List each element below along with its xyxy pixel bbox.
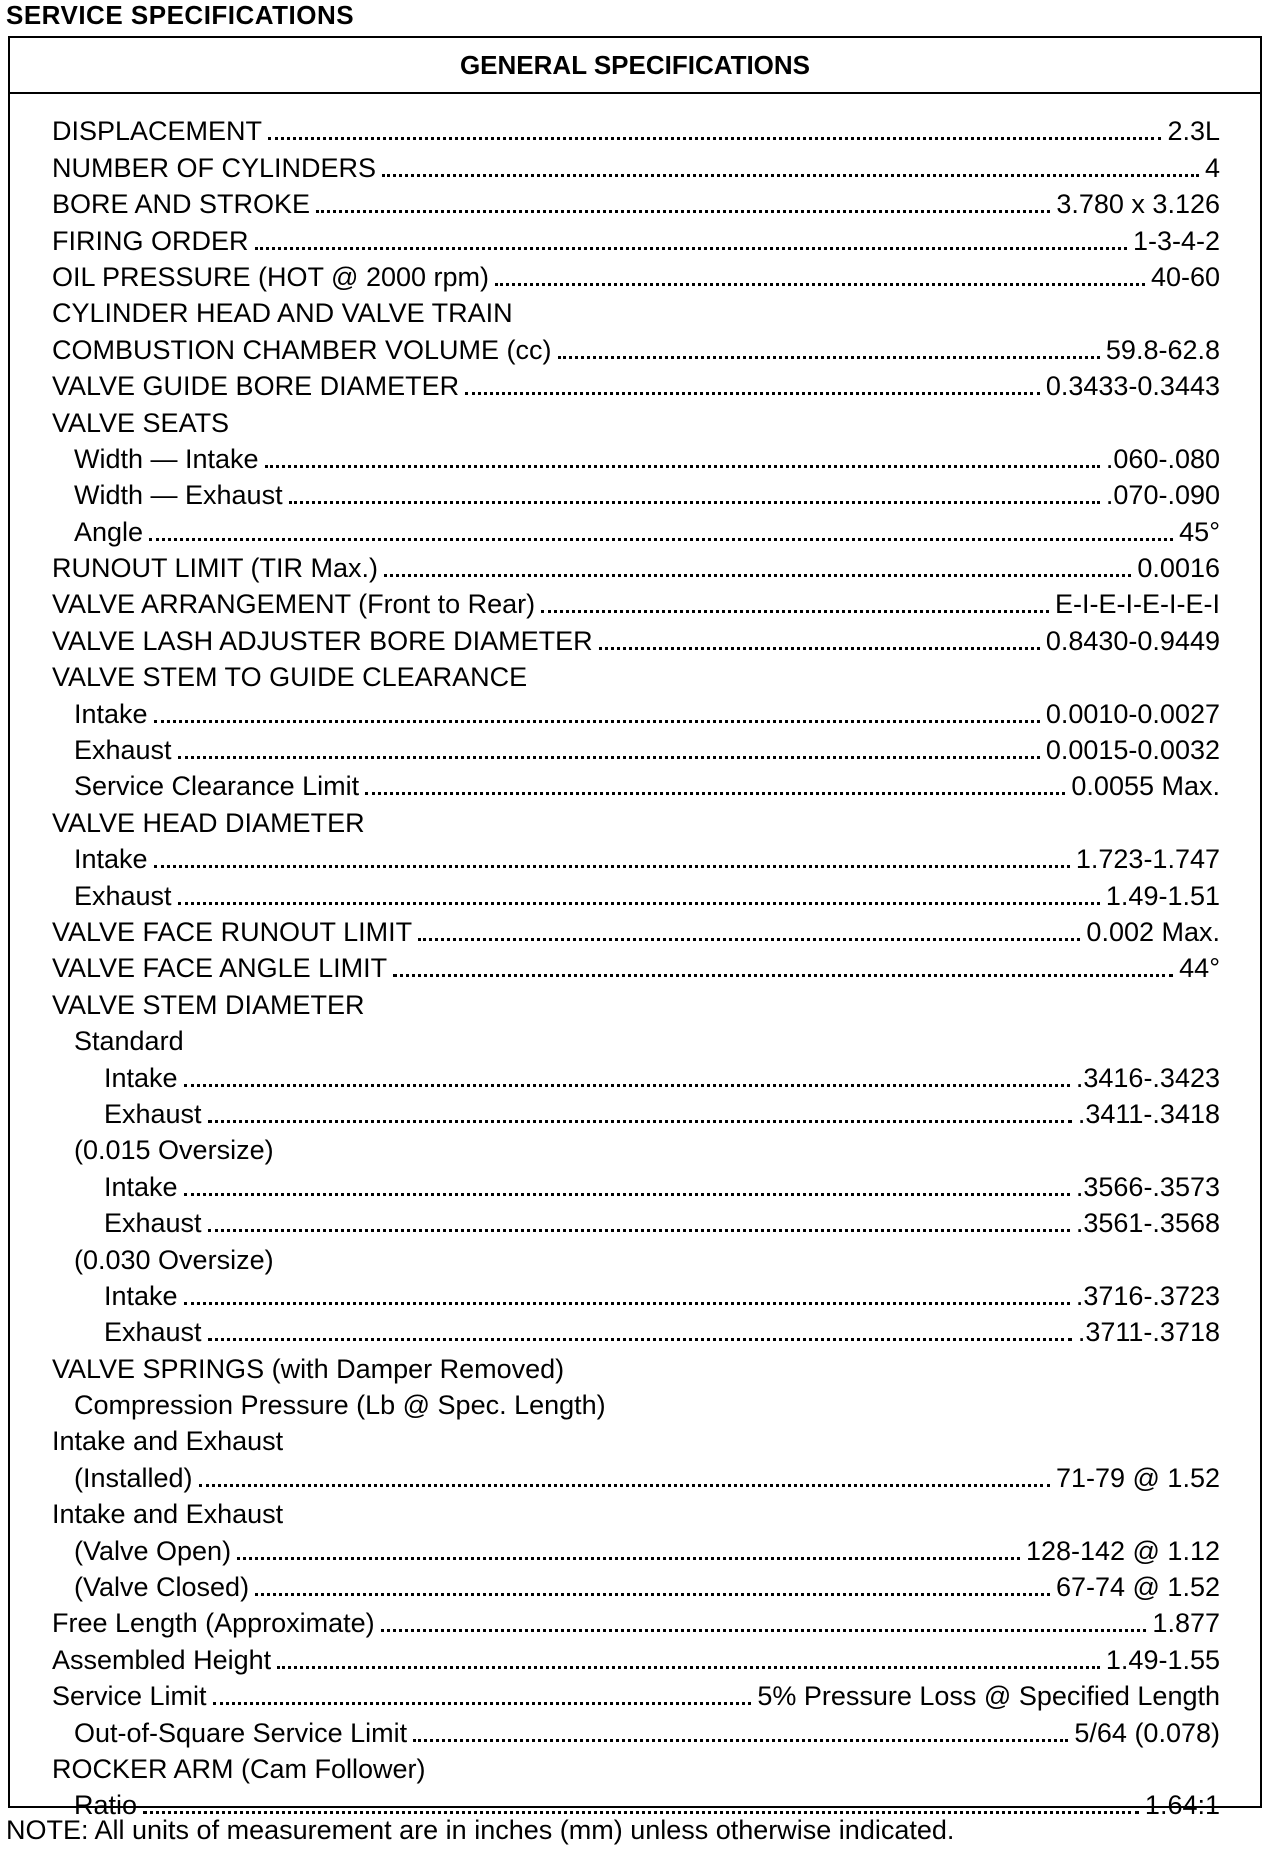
spec-label: VALVE FACE ANGLE LIMIT [52, 953, 388, 984]
spec-value: 0.0016 [1137, 553, 1220, 584]
spec-row [10, 947, 1260, 983]
spec-row [10, 292, 1260, 328]
spec-label: Standard [74, 1026, 184, 1057]
spec-label: NUMBER OF CYLINDERS [52, 152, 377, 183]
dot-leader [599, 647, 1040, 650]
spec-label: (Installed) [74, 1462, 193, 1493]
spec-row [10, 1529, 1260, 1565]
spec-value: 0.0055 Max. [1071, 771, 1220, 802]
spec-label: (0.030 Oversize) [74, 1244, 274, 1275]
spec-row [10, 1384, 1260, 1420]
spec-row [10, 729, 1260, 765]
spec-row [10, 1675, 1260, 1711]
dot-leader [184, 1084, 1070, 1087]
spec-value: 0.3433-0.3443 [1045, 371, 1220, 402]
spec-label: (Valve Open) [74, 1535, 232, 1566]
spec-rows [10, 110, 1260, 1820]
spec-label: VALVE ARRANGEMENT (Front to Rear) [52, 589, 536, 620]
spec-row [10, 874, 1260, 910]
spec-row [10, 1311, 1260, 1347]
footnote: NOTE: All units of measurement are in inches (mm) unless otherwise indicated. [6, 1815, 955, 1845]
spec-value: 1-3-4-2 [1132, 225, 1220, 256]
spec-label: OIL PRESSURE (HOT @ 2000 rpm) [52, 261, 490, 292]
spec-value: 0.002 Max. [1086, 916, 1220, 947]
dot-leader [199, 1484, 1050, 1487]
spec-label: Free Length (Approximate) [52, 1608, 375, 1639]
spec-row [10, 1711, 1260, 1747]
spec-value: .3711-.3718 [1077, 1317, 1220, 1348]
spec-row [10, 1602, 1260, 1638]
spec-value: 5% Pressure Loss @ Specified Length [757, 1681, 1220, 1712]
spec-label: Assembled Height [52, 1644, 272, 1675]
spec-value: 59.8-62.8 [1105, 334, 1220, 365]
spec-row [10, 1566, 1260, 1602]
spec-value: .060-.080 [1105, 443, 1220, 474]
spec-value: E-I-E-I-E-I-E-I [1055, 589, 1220, 620]
spec-label: Ratio [74, 1790, 138, 1821]
spec-value: 40-60 [1150, 261, 1220, 292]
spec-value: 1.877 [1152, 1608, 1220, 1639]
spec-label: Intake [104, 1171, 178, 1202]
spec-row [10, 438, 1260, 474]
spec-label: VALVE STEM DIAMETER [52, 989, 365, 1020]
dot-leader [268, 137, 1161, 140]
spec-row [10, 1638, 1260, 1674]
spec-row [10, 983, 1260, 1019]
spec-label: VALVE HEAD DIAMETER [52, 807, 365, 838]
spec-row [10, 401, 1260, 437]
spec-value: 3.780 x 3.126 [1056, 189, 1220, 220]
spec-label: Intake [104, 1062, 178, 1093]
spec-row [10, 256, 1260, 292]
spec-label: BORE AND STROKE [52, 189, 311, 220]
dot-leader [208, 1229, 1070, 1232]
spec-value: 45° [1179, 516, 1220, 547]
general-specifications-table [8, 36, 1262, 1821]
dot-leader [418, 938, 1080, 941]
spec-label: Exhaust [104, 1098, 202, 1129]
spec-label: DISPLACEMENT [52, 116, 263, 147]
dot-leader [495, 283, 1145, 286]
spec-value: .3411-.3418 [1077, 1098, 1220, 1129]
dot-leader [558, 356, 1100, 359]
dot-leader [413, 1739, 1068, 1742]
spec-row [10, 1093, 1260, 1129]
spec-row [10, 547, 1260, 583]
dot-leader [365, 792, 1065, 795]
spec-row [10, 656, 1260, 692]
spec-row [10, 911, 1260, 947]
dot-leader [393, 974, 1173, 977]
spec-label: Out-of-Square Service Limit [74, 1717, 408, 1748]
spec-row [10, 619, 1260, 655]
dot-leader [289, 501, 1100, 504]
spec-row [10, 328, 1260, 364]
spec-value: 1.49-1.55 [1105, 1644, 1220, 1675]
dot-leader [381, 1629, 1147, 1632]
spec-value: 2.3L [1167, 116, 1220, 147]
dot-leader [178, 756, 1040, 759]
spec-label: Compression Pressure (Lb @ Spec. Length) [74, 1390, 606, 1421]
spec-row [10, 365, 1260, 401]
spec-label: CYLINDER HEAD AND VALVE TRAIN [52, 298, 513, 329]
spec-value: .3416-.3423 [1075, 1062, 1220, 1093]
dot-leader [149, 538, 1173, 541]
spec-row [10, 1748, 1260, 1784]
spec-value: .070-.090 [1105, 480, 1220, 511]
spec-label: Exhaust [74, 735, 172, 766]
spec-label: Intake [104, 1280, 178, 1311]
dot-leader [277, 1666, 1100, 1669]
spec-value: 0.0010-0.0027 [1045, 698, 1220, 729]
spec-label: ROCKER ARM (Cam Follower) [52, 1753, 426, 1784]
spec-label: VALVE SEATS [52, 407, 230, 438]
page-header: SERVICE SPECIFICATIONS [6, 0, 355, 30]
spec-label: COMBUSTION CHAMBER VOLUME (cc) [52, 334, 552, 365]
dot-leader [255, 1593, 1050, 1596]
dot-leader [208, 1338, 1072, 1341]
dot-leader [382, 174, 1199, 177]
spec-row [10, 692, 1260, 728]
spec-value: 1.49-1.51 [1105, 880, 1220, 911]
dot-leader [184, 1193, 1070, 1196]
spec-label: VALVE GUIDE BORE DIAMETER [52, 371, 460, 402]
spec-label: VALVE SPRINGS (with Damper Removed) [52, 1353, 565, 1384]
spec-row [10, 583, 1260, 619]
spec-row [10, 146, 1260, 182]
table-title: GENERAL SPECIFICATIONS [10, 38, 1260, 94]
spec-value: 0.0015-0.0032 [1045, 735, 1220, 766]
dot-leader [184, 1302, 1070, 1305]
spec-label: VALVE FACE RUNOUT LIMIT [52, 916, 413, 947]
spec-label: Intake [74, 698, 148, 729]
spec-row [10, 110, 1260, 146]
spec-value: 1.723-1.747 [1075, 844, 1220, 875]
dot-leader [143, 1811, 1139, 1814]
spec-row [10, 1129, 1260, 1165]
spec-label: Service Clearance Limit [74, 771, 360, 802]
spec-label: (0.015 Oversize) [74, 1135, 274, 1166]
spec-label: Angle [74, 516, 144, 547]
dot-leader [154, 865, 1070, 868]
spec-label: Exhaust [104, 1317, 202, 1348]
spec-row [10, 1165, 1260, 1201]
spec-row [10, 801, 1260, 837]
spec-value: .3716-.3723 [1075, 1280, 1220, 1311]
spec-label: Width — Exhaust [74, 480, 283, 511]
spec-row [10, 1238, 1260, 1274]
spec-row [10, 219, 1260, 255]
dot-leader [465, 392, 1040, 395]
dot-leader [213, 1702, 752, 1705]
spec-label: Exhaust [104, 1208, 202, 1239]
spec-label: Intake and Exhaust [52, 1499, 284, 1530]
spec-label: Exhaust [74, 880, 172, 911]
spec-row [10, 1493, 1260, 1529]
spec-value: 128-142 @ 1.12 [1025, 1535, 1220, 1566]
spec-label: Intake [74, 844, 148, 875]
spec-label: Intake and Exhaust [52, 1426, 284, 1457]
dot-leader [178, 902, 1100, 905]
spec-label: (Valve Closed) [74, 1572, 250, 1603]
spec-value: 0.8430-0.9449 [1045, 625, 1220, 656]
spec-row [10, 1456, 1260, 1492]
spec-row [10, 1420, 1260, 1456]
dot-leader [255, 247, 1127, 250]
spec-value: .3566-.3573 [1075, 1171, 1220, 1202]
spec-row [10, 765, 1260, 801]
spec-row [10, 838, 1260, 874]
spec-row [10, 1202, 1260, 1238]
dot-leader [265, 465, 1100, 468]
spec-row [10, 1275, 1260, 1311]
dot-leader [541, 610, 1049, 613]
spec-value: 67-74 @ 1.52 [1055, 1572, 1220, 1603]
spec-label: VALVE LASH ADJUSTER BORE DIAMETER [52, 625, 593, 656]
spec-row [10, 1347, 1260, 1383]
spec-value: 71-79 @ 1.52 [1055, 1462, 1220, 1493]
spec-value: 1.64:1 [1144, 1790, 1220, 1821]
dot-leader [316, 210, 1050, 213]
spec-label: Width — Intake [74, 443, 259, 474]
dot-leader [384, 574, 1131, 577]
spec-row [10, 1020, 1260, 1056]
dot-leader [208, 1120, 1072, 1123]
spec-value: 44° [1179, 953, 1220, 984]
spec-label: Service Limit [52, 1681, 207, 1712]
spec-value: 4 [1204, 152, 1220, 183]
dot-leader [154, 720, 1040, 723]
spec-label: RUNOUT LIMIT (TIR Max.) [52, 553, 379, 584]
spec-row [10, 474, 1260, 510]
spec-label: FIRING ORDER [52, 225, 249, 256]
spec-row [10, 183, 1260, 219]
dot-leader [237, 1557, 1020, 1560]
spec-value: .3561-.3568 [1075, 1208, 1220, 1239]
spec-row [10, 1056, 1260, 1092]
spec-row [10, 510, 1260, 546]
spec-value: 5/64 (0.078) [1074, 1717, 1220, 1748]
spec-label: VALVE STEM TO GUIDE CLEARANCE [52, 662, 528, 693]
